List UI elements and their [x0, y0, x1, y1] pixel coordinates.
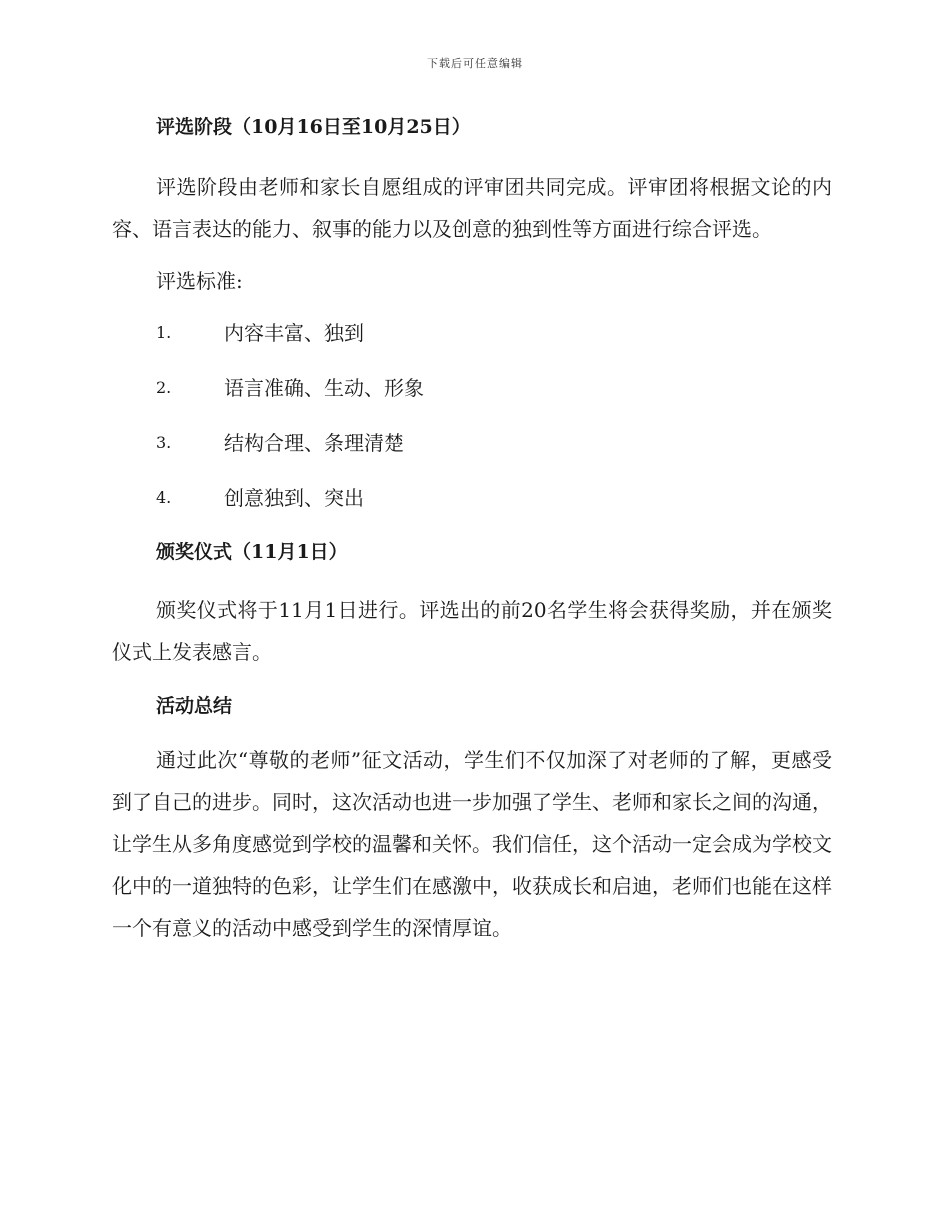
list-number: 2. [156, 378, 172, 397]
award-paragraph: 颁奖仪式将于11月1日进行。评选出的前20名学生将会获得奖励，并在颁奖仪式上发表感言。 [112, 598, 832, 664]
list-number: 1. [156, 323, 172, 342]
list-text: 结构合理、条理清楚 [224, 431, 404, 455]
list-text: 内容丰富、独到 [224, 321, 364, 345]
award-heading: 颁奖仪式（11月1日） [156, 541, 348, 563]
criteria-list [112, 316, 832, 515]
list-text: 创意独到、突出 [224, 486, 364, 510]
list-item [112, 426, 832, 460]
list-item [112, 481, 832, 515]
selection-paragraph: 评选阶段由老师和家长自愿组成的评审团共同完成。评审团将根据文论的内容、语言表达的能力、叙事的能力以及创意的独到性等方面进行综合评选。 [112, 175, 832, 241]
list-item [112, 316, 832, 350]
page-header: 下载后可任意编辑 [427, 57, 523, 70]
list-text: 语言准确、生动、形象 [224, 376, 424, 400]
list-item [112, 371, 832, 405]
selection-heading: 评选阶段（10月16日至10月25日） [156, 116, 471, 138]
summary-paragraph: 通过此次“尊敬的老师”征文活动，学生们不仅加深了对老师的了解，更感受到了自己的进步。同时，这次活动也进一步加强了学生、老师和家长之间的沟通，让学生从多角度感觉到学校的温馨和关怀。我们信任，这个活动一定会成为学校文化中的一道独特的色彩，让学生们在感激中，收获成长和启迪，老师们也能在这样一个有意义的活动中感受到学生的深情厚谊。 [112, 748, 832, 940]
list-number: 4. [156, 488, 172, 507]
list-number: 3. [156, 433, 172, 452]
document-body [112, 110, 832, 949]
criteria-label: 评选标准: [156, 269, 243, 293]
summary-heading: 活动总结 [156, 695, 233, 717]
